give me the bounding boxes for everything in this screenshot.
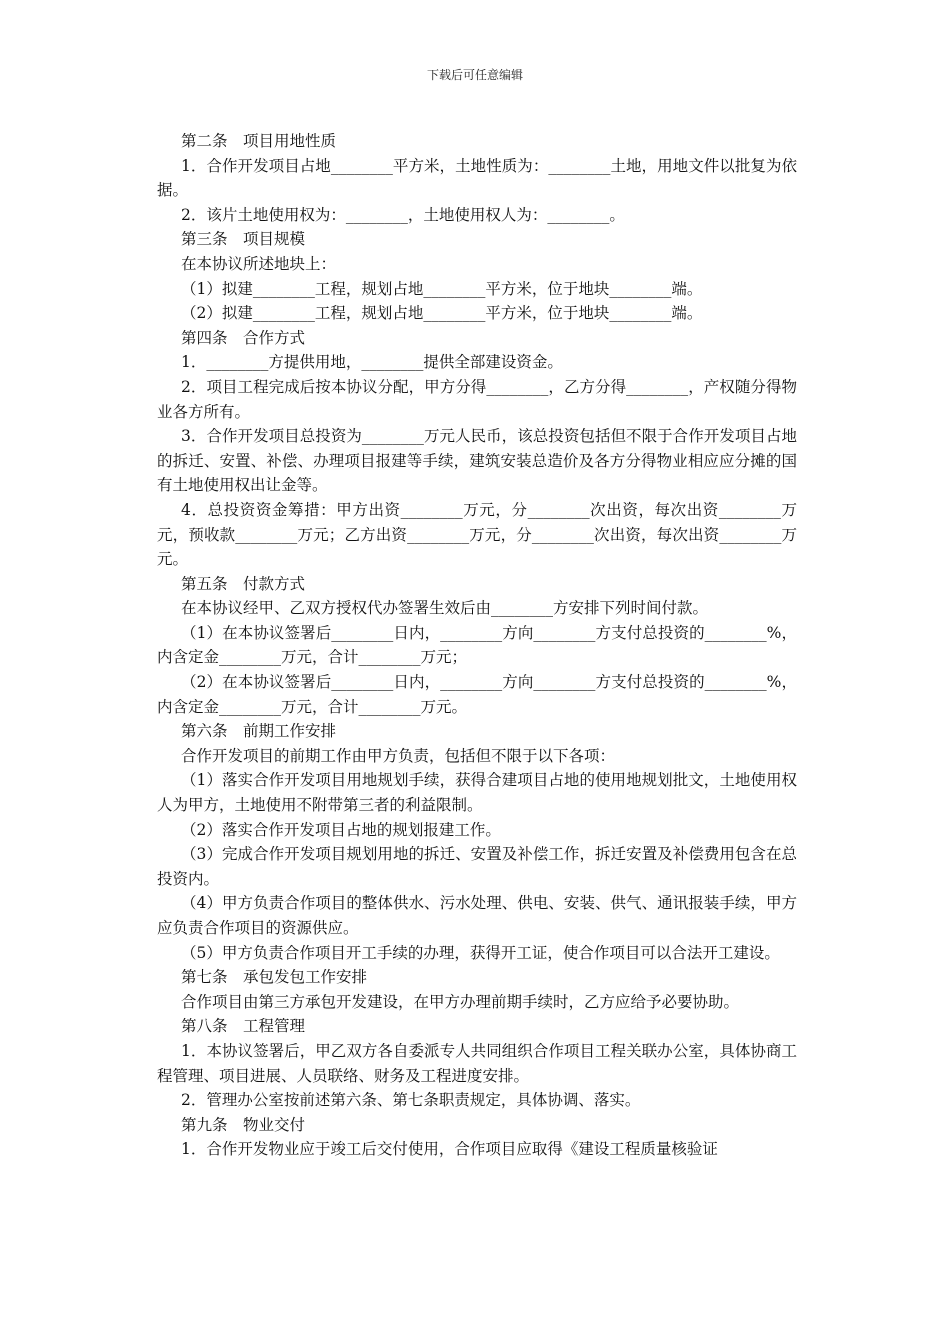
article-2-clause-2: 2．该片土地使用权为：________，土地使用权人为：________。 (181, 205, 625, 224)
contract-body (157, 129, 797, 1162)
article-8-clause-1: 1．本协议签署后，甲乙双方各自委派专人共同组织合作项目工程关联办公室，具体协商工程管理、项目进展、人员联络、财务及工程进度安排。 (157, 1041, 797, 1085)
article-6-intro: 合作开发项目的前期工作由甲方负责，包括但不限于以下各项： (181, 746, 616, 765)
article-6-item-1: （1）落实合作开发项目用地规划手续，获得合建项目占地的使用地规划批文，土地使用权人为甲方，土地使用不附带第三者的利益限制。 (157, 771, 797, 815)
article-3-item-2: （2）拟建________工程，规划占地________平方米，位于地块________端。 (181, 304, 703, 323)
article-4-clause-1: 1．________方提供用地，________提供全部建设资金。 (181, 353, 563, 372)
article-6-item-2: （2）落实合作开发项目占地的规划报建工作。 (181, 820, 501, 839)
article-2-clause-1: 1．合作开发项目占地________平方米，土地性质为：________土地，用地文件以批复为依据。 (157, 156, 797, 200)
article-4-clause-4: 4．总投资资金筹措：甲方出资________万元，分________次出资，每次出资________万元，预收款________万元；乙方出资________万元，分________次出资，每次出资________万元。 (157, 500, 797, 569)
article-9-title: 第九条 物业交付 (181, 1115, 306, 1134)
article-3-title: 第三条 项目规模 (181, 230, 306, 249)
article-5-item-1: （1）在本协议签署后________日内，________方向________方支付总投资的________%，内含定金________万元，合计________万元； (157, 623, 797, 667)
article-4-clause-3: 3．合作开发项目总投资为________万元人民币，该总投资包括但不限于合作开发项目占地的拆迁、安置、补偿、办理项目报建等手续，建筑安装总造价及各方分得物业相应应分摊的国有土地使用权出让金等。 (157, 427, 797, 495)
article-7-body: 合作项目由第三方承包开发建设，在甲方办理前期手续时，乙方应给予必要协助。 (181, 992, 740, 1011)
article-3-item-1: （1）拟建________工程，规划占地________平方米，位于地块________端。 (181, 279, 703, 298)
article-5-intro: 在本协议经甲、乙双方授权代办签署生效后由________方安排下列时间付款。 (181, 599, 709, 618)
article-6-title: 第六条 前期工作安排 (181, 722, 337, 741)
article-8-clause-2: 2．管理办公室按前述第六条、第七条职责规定，具体协调、落实。 (181, 1091, 641, 1110)
article-9-clause-1: 1．合作开发物业应于竣工后交付使用，合作项目应取得《建设工程质量核验证 (181, 1140, 718, 1159)
article-8-title: 第八条 工程管理 (181, 1017, 306, 1036)
article-2-title: 第二条 项目用地性质 (181, 132, 337, 150)
page-header: 下载后可任意编辑 (426, 68, 523, 82)
article-3-intro: 在本协议所述地块上： (181, 254, 337, 273)
article-6-item-3: （3）完成合作开发项目规划用地的拆迁、安置及补偿工作，拆迁安置及补偿费用包含在总投资内。 (157, 845, 797, 888)
article-6-item-5: （5）甲方负责合作项目开工手续的办理，获得开工证，使合作项目可以合法开工建设。 (181, 943, 780, 962)
article-5-item-2: （2）在本协议签署后________日内，________方向________方支付总投资的________%，内含定金________万元，合计________万元。 (157, 673, 797, 716)
article-4-title: 第四条 合作方式 (181, 328, 306, 347)
article-4-clause-2: 2．项目工程完成后按本协议分配，甲方分得________，乙方分得________，产权随分得物业各方所有。 (157, 377, 797, 421)
article-7-title: 第七条 承包发包工作安排 (181, 968, 368, 987)
article-6-item-4: （4）甲方负责合作项目的整体供水、污水处理、供电、安装、供气、通讯报装手续，甲方应负责合作项目的资源供应。 (157, 894, 797, 937)
article-5-title: 第五条 付款方式 (181, 574, 306, 593)
